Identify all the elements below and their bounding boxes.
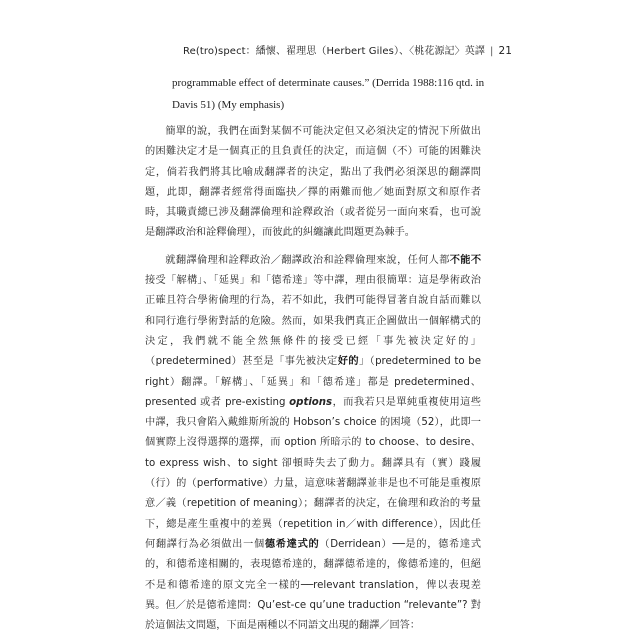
- emphasis-italic-options: options: [289, 396, 333, 408]
- running-header: [183, 42, 512, 57]
- body-text: [145, 122, 481, 643]
- paragraph-2-seg3: 」（predetermined to be right）翻譯。「解構」、「延異」和「德希達」都是 predetermined、presented 或者 pre-existing: [145, 356, 481, 408]
- paragraph-2-seg4: ，而我若只是單純重複使用這些中譯，我只會陷入戴維斯所說的 Hobson’s choice 的困境（52），此即一個實際上沒得選擇的選擇，而 option 所暗示的 to choose、to desire、to express wish、to sight 卻頓時失去了動力。翻譯具有（實）踐履（行）的（performative）力量，這意味著翻譯並非是也不可能是重複原意／義（repetition of meaning）；翻譯者的決定，在倫理和政治的考量下，總是產生重複中的差異（repetition in／with difference），因此任何翻譯行為必須做出一個: [145, 396, 481, 550]
- paragraph-2-seg1: 就翻譯倫理和詮釋政治／翻譯政治和詮釋倫理來說，任何人都: [165, 254, 450, 266]
- emphasis-bold-1: 不能不: [449, 254, 482, 266]
- paragraph-2-seg2: 接受「解構」、「延異」和「德希達」等中譯，理由很簡單：這是學術政治正確且符合學術倫理的行為，若不如此，我們可能得冒著自說自話而難以和同行進行學術對話的危險。然而，如果我們真正企圖做出一個解構式的決定，我們就不能全然無條件的接受已經「事先被決定好的」（predetermined）甚至是「事先被決定: [145, 275, 481, 368]
- page-number: 21: [498, 45, 512, 57]
- paragraph-1: 簡單的說，我們在面對某個不可能決定但又必須決定的情況下所做出的困難決定才是一個真正的且負責任的決定，而這個（不）可能的困難決定，倘若我們將其比喻成翻譯者的決定，點出了我們必須深思的翻譯問題，此即，翻譯者經常得面臨抉／擇的兩難而他／她面對原文和原作者時，其職責總已涉及翻譯倫理和詮釋政治（或者從另一面向來看，也可說是翻譯政治和詮釋倫理），而彼此的糾纏讓此問題更為棘手。: [145, 126, 481, 239]
- emphasis-bold-2: 好的: [337, 356, 359, 368]
- header-title: Re(tro)spect：繙懷、翟理思（Herbert Giles）、〈桃花源記〉英譯: [182, 46, 485, 57]
- emphasis-bold-3: 德希達式的: [264, 538, 320, 550]
- paragraph-2-seg5: （Derridean）──是的，德希達式的，和德希達相關的，表現德希達的，翻譯德希達的，像德希達的，但絕不是和德希達的原文完全一樣的──relevant translation，俾以表現差異。但／於是德希達問：Qu’est-ce qu’une traduction “relevante”? 對於這個法文問題，下面是兩種以不同語文出現的翻譯／回答：: [145, 538, 482, 632]
- block-quote: programmable effect of determinate causes.” (Derrida 1988:116 qtd. in Davis 51) (My emphasis): [172, 77, 485, 111]
- header-separator: |: [489, 46, 494, 57]
- paragraph-2: [145, 251, 481, 637]
